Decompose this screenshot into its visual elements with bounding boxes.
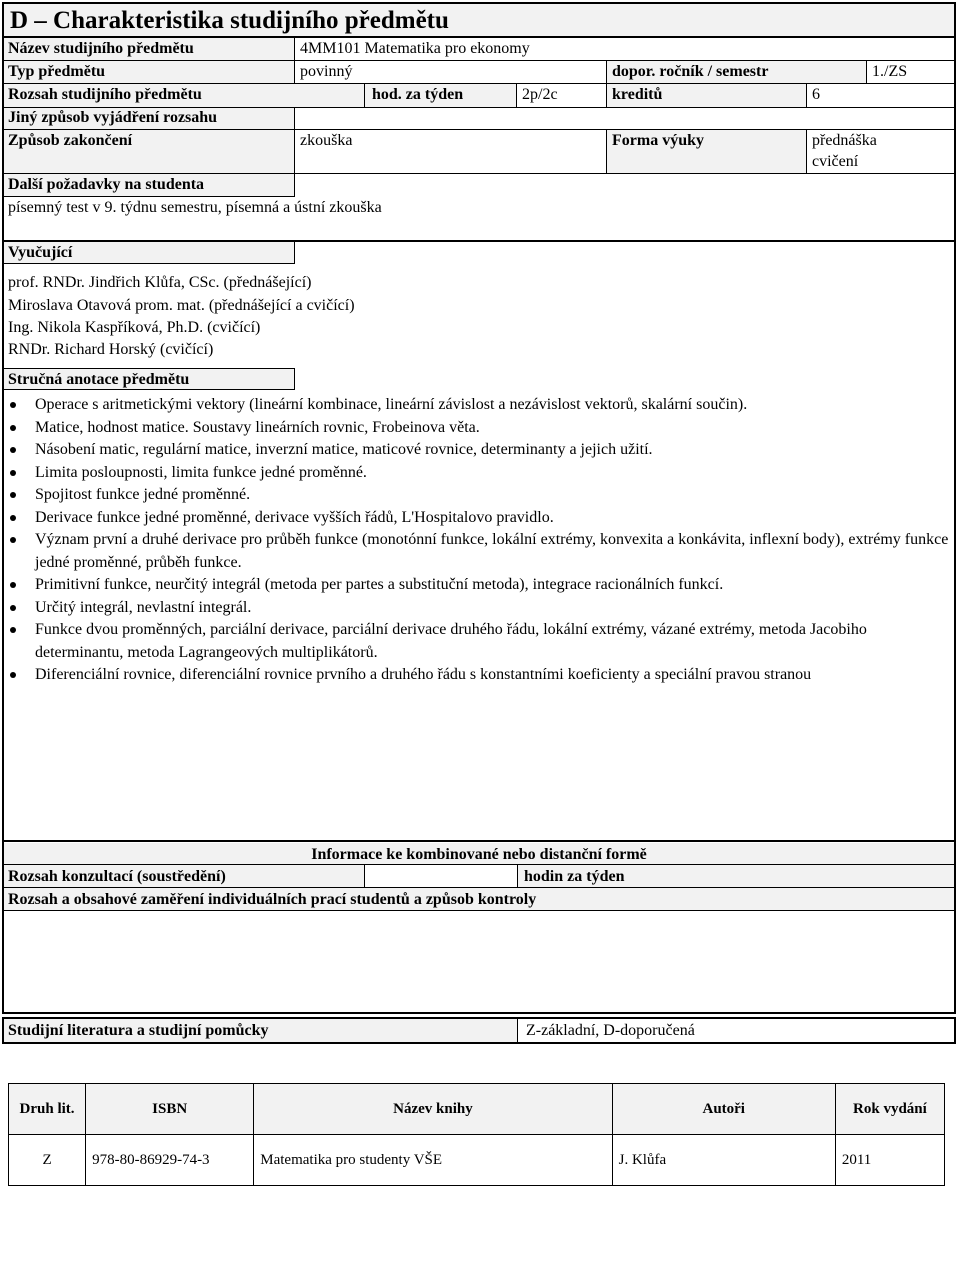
bullet-icon <box>10 582 16 588</box>
requirements-label: Další požadavky na studenta <box>8 176 205 193</box>
distance-header: Informace ke kombinované nebo distanční formě <box>311 846 647 863</box>
recommended-label: dopor. ročník / semestr <box>612 63 769 80</box>
list-item: Limita posloupnosti, limita funkce jedné proměnné. <box>8 462 953 485</box>
name-value: 4MM101 Matematika pro ekonomy <box>300 40 530 57</box>
list-item: Primitivní funkce, neurčitý integrál (metoda per partes a substituční metoda), integrace racionálních funkcí. <box>8 574 953 597</box>
list-item: Určitý integrál, nevlastní integrál. <box>8 597 953 620</box>
bullet-icon <box>10 672 16 678</box>
other-scope-label: Jiný způsob vyjádření rozsahu <box>8 109 218 126</box>
hours-label: hod. za týden <box>372 86 464 103</box>
bullet-icon <box>10 627 16 633</box>
teacher-2: Miroslava Otavová prom. mat. (přednášející a cvičící) <box>8 297 355 314</box>
individual-label: Rozsah a obsahové zaměření individuálních prací studentů a způsob kontroly <box>8 891 537 908</box>
credits-label: kreditů <box>612 86 663 103</box>
literature-legend: Z-základní, D-doporučená <box>526 1022 695 1039</box>
consult-label: Rozsah konzultací (soustředění) <box>8 868 226 885</box>
requirements-value: písemný test v 9. týdnu semestru, písemná a ústní zkouška <box>8 199 382 216</box>
column-header: Autoři <box>612 1084 835 1135</box>
form-value-1: přednáška <box>812 132 877 149</box>
form-label: Forma výuky <box>612 132 704 149</box>
bullet-icon <box>10 605 16 611</box>
consult-value-field <box>365 865 518 888</box>
annotation-label: Stručná anotace předmětu <box>8 371 190 388</box>
type-value: povinný <box>300 63 353 80</box>
list-item: Význam první a druhé derivace pro průběh funkce (monotónní funkce, lokální extrémy, konvexita a konkávita, inflexní body), extrémy funkce jedné proměnné, průběh funkce. <box>8 529 953 574</box>
literature-table <box>8 1083 945 1186</box>
completion-value: zkouška <box>300 132 353 149</box>
hours-value: 2p/2c <box>522 86 558 103</box>
teachers-label: Vyučující <box>8 244 73 261</box>
column-header: Druh lit. <box>9 1084 86 1135</box>
recommended-value: 1./ZS <box>872 63 908 80</box>
section-title: D – Charakteristika studijního předmětu <box>10 7 449 34</box>
bullet-icon <box>10 537 16 543</box>
column-header: Rok vydání <box>835 1084 944 1135</box>
table-cell: J. Klůfa <box>612 1135 835 1186</box>
name-label: Název studijního předmětu <box>8 40 194 57</box>
table-cell: 2011 <box>835 1135 944 1186</box>
teacher-1: prof. RNDr. Jindřich Klůfa, CSc. (přednášející) <box>8 274 312 291</box>
teacher-4: RNDr. Richard Horský (cvičící) <box>8 341 214 358</box>
bullet-icon <box>10 402 16 408</box>
list-item: Operace s aritmetickými vektory (lineární kombinace, lineární závislost a nezávislost vektorů, skalární součin). <box>8 394 953 417</box>
list-item: Diferenciální rovnice, diferenciální rovnice prvního a druhého řádu s konstantními koeficienty a speciální pravou stranou <box>8 664 953 687</box>
table-header-row <box>9 1084 945 1135</box>
completion-label: Způsob zakončení <box>8 132 133 149</box>
bullet-icon <box>10 447 16 453</box>
list-item: Násobení matic, regulární matice, inverzní matice, maticové rovnice, determinanty a jejich užití. <box>8 439 953 462</box>
table-row <box>9 1135 945 1186</box>
list-item: Matice, hodnost matice. Soustavy lineárních rovnic, Frobeinova věta. <box>8 417 953 440</box>
bullet-icon <box>10 492 16 498</box>
list-item: Spojitost funkce jedné proměnné. <box>8 484 953 507</box>
list-item: Derivace funkce jedné proměnné, derivace vyšších řádů, L'Hospitalovo pravidlo. <box>8 507 953 530</box>
table-cell: Matematika pro studenty VŠE <box>254 1135 612 1186</box>
bullet-icon <box>10 515 16 521</box>
table-cell: 978-80-86929-74-3 <box>86 1135 254 1186</box>
teacher-3: Ing. Nikola Kaspříková, Ph.D. (cvičící) <box>8 319 261 336</box>
scope-label: Rozsah studijního předmětu <box>8 86 202 103</box>
annotation-list <box>8 394 953 687</box>
literature-label: Studijní literatura a studijní pomůcky <box>8 1022 269 1039</box>
section-title-box <box>2 2 956 38</box>
form-value-2: cvičení <box>812 153 859 170</box>
hours-week-label: hodin za týden <box>524 868 625 885</box>
type-label: Typ předmětu <box>8 63 106 80</box>
table-cell: Z <box>9 1135 86 1186</box>
credits-value: 6 <box>812 86 820 103</box>
column-header: Název knihy <box>254 1084 612 1135</box>
bullet-icon <box>10 470 16 476</box>
bullet-icon <box>10 425 16 431</box>
list-item: Funkce dvou proměnných, parciální derivace, parciální derivace druhého řádu, lokální extrémy, vázané extrémy, metoda Jacobiho determinantu, metoda Lagrangeových multiplikátorů. <box>8 619 953 664</box>
column-header: ISBN <box>86 1084 254 1135</box>
